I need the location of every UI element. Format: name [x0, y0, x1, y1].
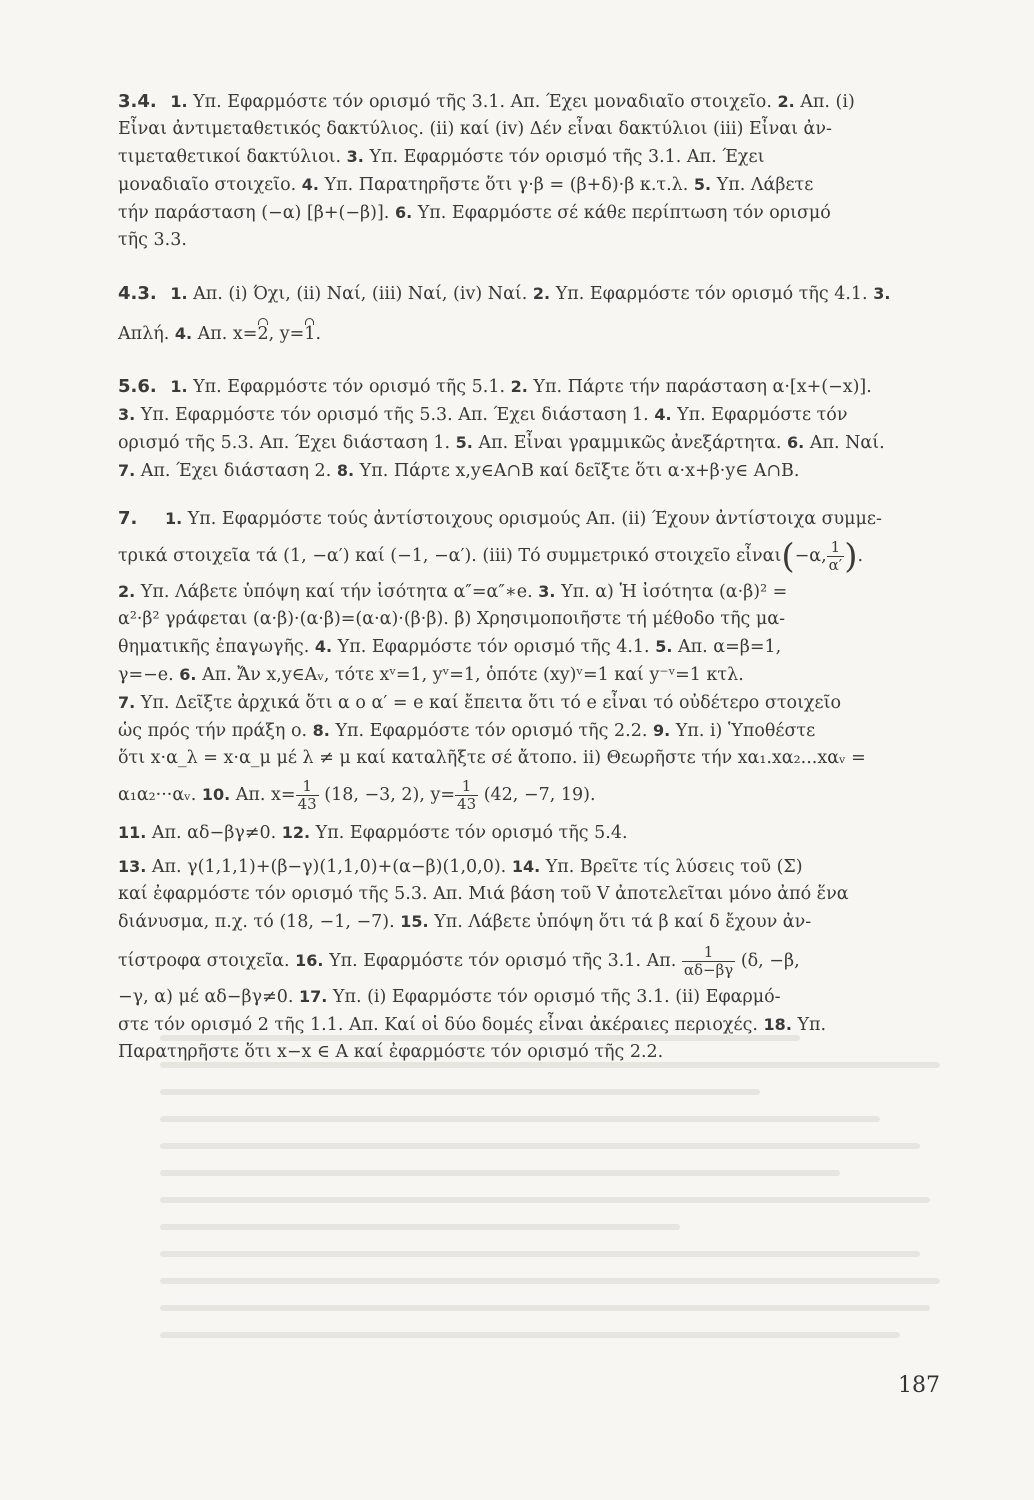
item-number: 3.	[118, 405, 136, 424]
text-line	[118, 171, 948, 199]
text-line	[118, 578, 948, 606]
text-span: Υπ. Βρεῖτε τίς λύσεις τοῦ (Σ)	[545, 857, 803, 877]
text-span: Υπ. Εφαρμόστε τόν ορισμό τῆς 4.1.	[555, 284, 868, 304]
item-number: 2.	[118, 582, 136, 601]
text-span: Υπ.	[797, 1015, 827, 1035]
text-span: Υπ. (i) Εφαρμόστε τόν ορισμό τῆς 3.1. (ii) Εφαρμό-	[332, 987, 781, 1007]
text-span: Υπ. Εφαρμόστε τόν ορισμό τῆς 3.1. Απ. Έχει μοναδιαῖο στοιχεῖο.	[193, 92, 772, 112]
item-number: 1.	[170, 92, 188, 111]
item-number: 5.	[693, 175, 712, 194]
text-span: Απλή.	[118, 324, 170, 344]
item-number: 10.	[201, 785, 231, 804]
fraction	[455, 778, 478, 813]
section-5-6	[118, 373, 948, 485]
text-line	[118, 853, 948, 881]
text-line: Παρατηρῆστε ὅτι x−x ∈ A καί ἐφαρμόστε τόν ορισμό τῆς 2.2.	[118, 1042, 664, 1062]
item-number: 2.	[532, 284, 551, 303]
text-line	[118, 429, 948, 457]
item-number: 6.	[787, 433, 805, 452]
text-line	[118, 373, 948, 401]
item-number: 12.	[281, 823, 311, 842]
text-line	[118, 280, 948, 308]
text-span: Υπ. Εφαρμόστε τόν ορισμό τῆς 4.1.	[337, 637, 650, 657]
fraction-numerator: 1	[830, 538, 841, 556]
text-line: Εἶναι ἀντιμεταθετικός δακτύλιος. (ii) καί (iv) Δέν εἶναι δακτύλιοι (iii) Εἶναι ἀν-	[118, 119, 832, 139]
fraction	[296, 778, 319, 813]
section-3-4	[118, 88, 948, 254]
text-span: θηματικῆς ἐπαγωγῆς.	[118, 637, 310, 657]
text-span: Υπ. Λάβετε	[716, 175, 814, 195]
text-span: τίστροφα στοιχεῖα.	[118, 951, 290, 971]
text-line	[118, 944, 948, 979]
text-line	[118, 143, 948, 171]
text-span: Υπ. Πάρτε x,y∈A∩B καί δεῖξτε ὅτι α·x+β·y∈ A∩B.	[359, 461, 800, 481]
item-number: 16.	[295, 951, 324, 970]
text-span: γ=−e.	[118, 665, 174, 685]
text-span: Υπ. Εφαρμόστε τόν ορισμό τῆς 5.3. Απ. Έχει διάσταση 1.	[140, 405, 649, 425]
item-number: 5.	[655, 637, 673, 656]
item-number: 8.	[336, 461, 355, 480]
item-number: 6.	[179, 665, 197, 684]
text-span: Υπ. Πάρτε τήν παράσταση α·[x+(−x)].	[533, 377, 872, 397]
item-number: 5.	[455, 433, 473, 452]
text-line: ὅτι x·α_λ = x·α_μ μέ λ ≠ μ καί καταλῆξτε σέ ἄτοπο. ii) Θεωρῆστε τήν xα₁.xα₂...xαᵥ =	[118, 748, 866, 768]
text-line	[118, 320, 948, 348]
item-number: 14.	[511, 857, 541, 876]
text-span: Απ. (i) Όχι, (ii) Ναί, (iii) Ναί, (iv) Ναί.	[193, 284, 528, 304]
text-span: Απ. α=β=1,	[677, 637, 782, 657]
text-span: Απ. (i)	[800, 92, 855, 112]
item-number: 3.	[346, 147, 364, 166]
item-number: 1.	[170, 377, 188, 396]
fraction	[827, 539, 845, 574]
section-number: 3.4.	[118, 91, 157, 112]
item-number: 4.	[654, 405, 672, 424]
text-span: Υπ. Εφαρμόστε σέ κάθε περίπτωση τόν ορισμό	[417, 203, 831, 223]
text-span: α₁α₂···αᵥ.	[118, 785, 197, 805]
fraction-denominator: αδ−βγ	[683, 961, 734, 979]
text-span: Υπ. Δεῖξτε ἀρχικά ὅτι α ο α′ = e καί ἔπειτα ὅτι τό e εἶναι τό οὐδέτερο στοιχεῖο	[140, 693, 841, 713]
hat-value: 2	[257, 321, 268, 348]
item-number: 3.	[538, 582, 556, 601]
section-7	[118, 505, 948, 1066]
text-span: Υπ. Εφαρμόστε τόν	[677, 405, 848, 425]
paren: (	[781, 536, 795, 577]
item-number: 9.	[652, 721, 671, 740]
text-span: Υπ. Εφαρμόστε τόν ορισμό τῆς 2.2.	[335, 721, 648, 741]
text-line	[118, 819, 948, 847]
text-span: (18, −3, 2), y=	[324, 785, 456, 805]
item-number: 2.	[777, 92, 795, 111]
section-number: 5.6.	[118, 376, 157, 397]
item-number: 1.	[170, 284, 188, 303]
text-line: καί ἐφαρμόστε τόν ορισμό τῆς 5.3. Απ. Μιά βάση τοῦ V ἀποτελεῖται μόνο ἀπό ἕνα	[118, 884, 849, 904]
fraction-denominator: 43	[457, 795, 477, 813]
text-span: Υπ. i) Ὑποθέστε	[675, 721, 816, 741]
text-span: Απ. αδ−βγ≠0.	[151, 823, 277, 843]
text-span: , y=	[268, 324, 305, 344]
text-span: διάνυσμα, π.χ. τό (18, −1, −7).	[118, 912, 395, 932]
section-number: 4.3.	[118, 283, 157, 304]
text-line	[118, 199, 948, 227]
text-span: Υπ. Λάβετε ὑπόψη καί τήν ἰσότητα α″=α″∗e.	[140, 582, 533, 602]
text-span: Υπ. Εφαρμόστε τόν ορισμό τῆς 3.1. Απ. Έχει	[369, 147, 765, 167]
text-line	[118, 505, 948, 533]
item-number: 8.	[312, 721, 330, 740]
text-span: −γ, α) μέ αδ−βγ≠0.	[118, 987, 294, 1007]
text-span: Απ. x=	[235, 785, 296, 805]
page-number: 187	[898, 1373, 940, 1398]
text-span: .	[315, 324, 322, 344]
item-number: 15.	[400, 912, 429, 931]
text-span: Υπ. Εφαρμόστε τόν ορισμό τῆς 5.4.	[315, 823, 628, 843]
text-line	[118, 401, 948, 429]
item-number: 4.	[314, 637, 333, 656]
item-number: 13.	[118, 857, 147, 876]
text-span: Υπ. α) Ἡ ἰσότητα (α·β)² =	[561, 582, 788, 602]
text-span: Υπ. Λάβετε ὑπόψη ὅτι τά β καί δ ἔχουν ἀν-	[434, 912, 812, 932]
text-line	[118, 1011, 948, 1039]
paren: )	[844, 536, 858, 577]
text-span: Υπ. Εφαρμόστε τόν ορισμό τῆς 5.1.	[193, 377, 506, 397]
hat-value: 1	[304, 321, 315, 348]
text-span: Απ. γ(1,1,1)+(β−γ)(1,1,0)+(α−β)(1,0,0).	[151, 857, 507, 877]
text-line	[118, 983, 948, 1011]
text-line	[118, 778, 948, 813]
item-number: 11.	[118, 823, 147, 842]
item-number: 4.	[301, 175, 319, 194]
fraction-numerator: 1	[461, 777, 472, 795]
fraction-numerator: 1	[703, 943, 714, 961]
fraction-denominator: 43	[297, 795, 317, 813]
item-number: 4.	[174, 324, 193, 343]
text-line	[118, 661, 948, 689]
item-number: 3.	[873, 284, 891, 303]
text-span: ορισμό τῆς 5.3. Απ. Έχει διάσταση 1.	[118, 433, 451, 453]
text-line	[118, 689, 948, 717]
text-line	[118, 457, 948, 485]
text-span: ὡς πρός τήν πράξη ο.	[118, 721, 308, 741]
text-line	[118, 633, 948, 661]
section-4-3	[118, 280, 948, 348]
item-number: 7.	[118, 461, 136, 480]
text-span: τρικά στοιχεῖα τά (1, −α′) καί (−1, −α′). (iii) Τό συμμετρικό στοιχεῖο εἶναι	[118, 546, 782, 566]
item-number: 1.	[164, 509, 183, 528]
fraction	[682, 944, 735, 979]
fraction-denominator: α′	[828, 556, 843, 574]
item-number: 6.	[394, 203, 413, 222]
text-line: τῆς 3.3.	[118, 230, 187, 250]
text-line: α²·β² γράφεται (α·β)·(α·β)=(α·α)·(β·β). β) Χρησιμοποιῆστε τή μέθοδο τῆς μα-	[118, 609, 786, 629]
text-span: Απ. Ναί.	[809, 433, 885, 453]
text-span: Υπ. Εφαρμόστε τούς ἀντίστοιχους ορισμούς Απ. (ii) Έχουν ἀντίστοιχα συμμε-	[187, 509, 882, 529]
item-number: 7.	[118, 693, 136, 712]
text-line	[118, 717, 948, 745]
fraction-numerator: 1	[302, 777, 312, 795]
text-span: στε τόν ορισμό 2 τῆς 1.1. Απ. Καί οἱ δύο δομές εἶναι ἀκέραιες περιοχές.	[118, 1015, 758, 1035]
text-span: μοναδιαῖο στοιχεῖο.	[118, 175, 297, 195]
text-span: τιμεταθετικοί δακτύλιοι.	[118, 147, 342, 167]
text-span: (42, −7, 19).	[483, 785, 596, 805]
section-number: 7.	[118, 508, 138, 529]
item-number: 17.	[299, 987, 328, 1006]
item-number: 2.	[510, 377, 528, 396]
text-span: Απ. Έχει διάσταση 2.	[140, 461, 332, 481]
text-span: (δ, −β,	[740, 951, 800, 971]
text-line	[118, 88, 948, 116]
text-span: τήν παράσταση (−α) [β+(−β)].	[118, 203, 390, 223]
text-span: Απ. Εἶναι γραμμικῶς ἀνεξάρτητα.	[478, 433, 782, 453]
text-span: Υπ. Παρατηρῆστε ὅτι γ·β = (β+δ)·β κ.τ.λ.	[324, 175, 689, 195]
text-line	[118, 908, 948, 936]
text-span: Υπ. Εφαρμόστε τόν ορισμό τῆς 3.1. Απ.	[329, 951, 677, 971]
text-span: Απ. Ἄν x,y∈Aᵥ, τότε xᵛ=1, yᵛ=1, ὁπότε (xy)ᵛ=1 καί y⁻ᵛ=1 κτλ.	[202, 665, 744, 685]
text-span: −α,	[794, 546, 827, 566]
item-number: 18.	[763, 1015, 792, 1034]
text-span: Απ. x=	[197, 324, 258, 344]
text-line: τρικά στοιχεῖα τά (1, −α′) καί (−1, −α′). (iii) Τό συμμετρικό στοιχεῖο εἶναι(−α, $\frac{1}{\alpha'}$ ).	[118, 536, 864, 577]
